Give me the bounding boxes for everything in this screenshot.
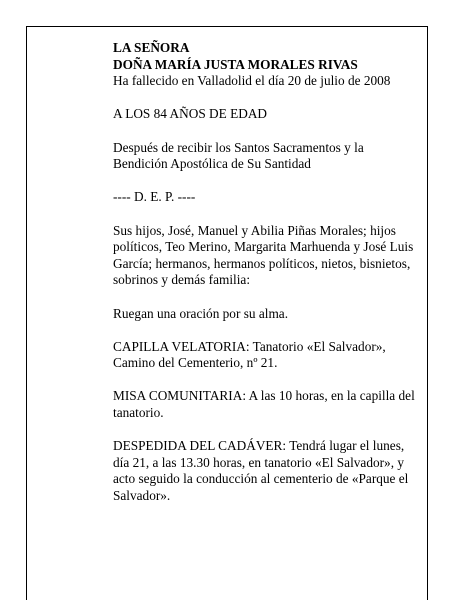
death-note: Ha fallecido en Valladolid el día 20 de julio de 2008 [113, 73, 391, 89]
family-paragraph: Sus hijos, José, Manuel y Abilia Piñas Morales; hijos políticos, Teo Merino, Margarita Marhuenda y José Luis García; hermanos, hermanos políticos, nietos, bisnietos, sobrinos y demás familia: [113, 222, 414, 288]
heading-name: DOÑA MARÍA JUSTA MORALES RIVAS [113, 56, 358, 72]
obituary-text [113, 40, 419, 521]
mass-paragraph: MISA COMUNITARIA: A las 10 horas, en la capilla del tanatorio. [113, 388, 415, 421]
farewell-paragraph: DESPEDIDA DEL CADÁVER: Tendrá lugar el lunes, día 21, a las 13.30 horas, en tanatorio «El Salvador», y acto seguido la conducción al cementerio de «Parque el Salvador». [113, 438, 409, 504]
age-line: A LOS 84 AÑOS DE EDAD [113, 106, 268, 122]
prayer-line: Ruegan una oración por su alma. [113, 305, 289, 321]
rip-line: ---- D. E. P. ---- [113, 189, 196, 205]
sacraments-paragraph: Después de recibir los Santos Sacramentos y la Bendición Apostólica de Su Santidad [113, 139, 364, 172]
chapel-paragraph: CAPILLA VELATORIA: Tanatorio «El Salvador», Camino del Cementerio, nº 21. [113, 338, 386, 371]
heading-line-1: LA SEÑORA [113, 40, 190, 55]
